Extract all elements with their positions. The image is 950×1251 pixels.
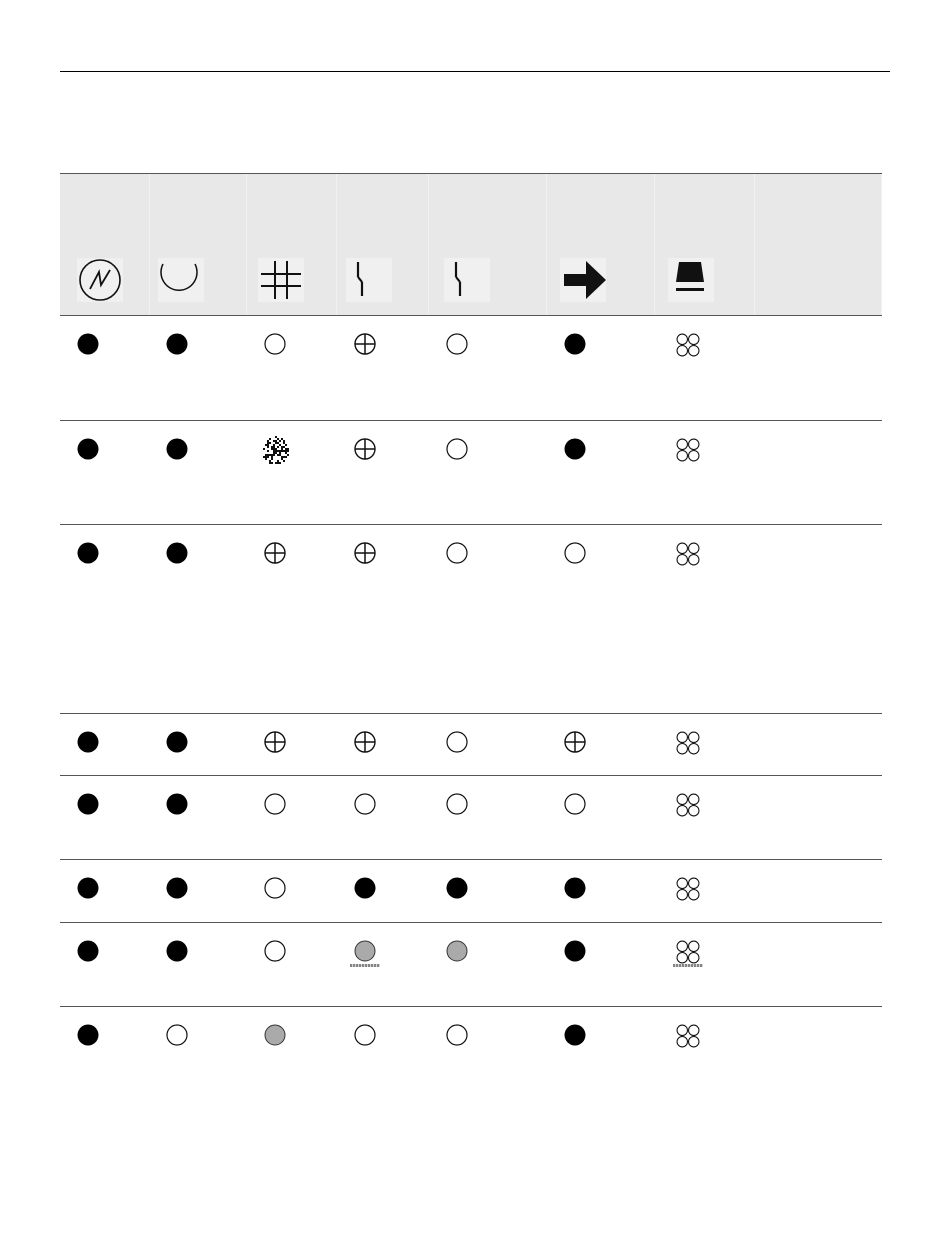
quad-circle-icon [676, 793, 700, 817]
table-row [60, 524, 882, 525]
filled-circle-icon [166, 731, 188, 753]
broken-line-icon [444, 258, 490, 302]
gray-circle-icon [264, 1024, 286, 1046]
table-row [60, 420, 882, 421]
open-circle-icon [446, 438, 468, 460]
filled-circle-icon [166, 333, 188, 355]
filled-circle-icon [77, 940, 99, 962]
filled-circle-icon [166, 877, 188, 899]
open-circle-icon [264, 877, 286, 899]
quad-circle-icon [676, 1024, 700, 1048]
open-circle-icon [264, 333, 286, 355]
open-circle-icon [446, 793, 468, 815]
filled-circle-icon [166, 793, 188, 815]
filled-circle-icon [446, 877, 468, 899]
open-circle-icon [446, 542, 468, 564]
cross-circle-icon [354, 542, 376, 564]
quad-circle-icon [676, 877, 700, 901]
gray-circle-icon [354, 940, 376, 962]
quad-circle-icon [676, 542, 700, 566]
filled-circle-icon [564, 333, 586, 355]
print-artifact [673, 964, 703, 967]
cross-circle-icon [264, 542, 286, 564]
filled-circle-icon [564, 877, 586, 899]
open-circle-icon [564, 793, 586, 815]
filled-circle-icon [77, 793, 99, 815]
table-row [60, 922, 882, 923]
top-rule [60, 71, 890, 72]
cross-circle-icon [354, 333, 376, 355]
quad-circle-icon [676, 731, 700, 755]
cross-circle-icon [354, 731, 376, 753]
open-circle-icon [166, 1024, 188, 1046]
filled-circle-icon [77, 438, 99, 460]
right-arrow-icon [560, 258, 606, 302]
filled-circle-icon [77, 731, 99, 753]
table-row [60, 315, 882, 316]
open-circle-icon [354, 793, 376, 815]
table-header [60, 173, 882, 316]
filled-circle-icon [564, 940, 586, 962]
filled-circle-icon [77, 333, 99, 355]
zigzag-circle-icon [77, 258, 123, 302]
quad-circle-icon [676, 940, 700, 964]
hash-grid-icon [258, 258, 304, 302]
open-circle-icon [446, 1024, 468, 1046]
header-cell [755, 174, 882, 316]
table-row [60, 1006, 882, 1007]
filled-circle-icon [77, 877, 99, 899]
filled-circle-icon [77, 1024, 99, 1046]
symbol-matrix-table [60, 173, 882, 316]
open-circle-icon [264, 793, 286, 815]
quad-circle-icon [676, 333, 700, 357]
cross-circle-icon [264, 731, 286, 753]
cross-circle-icon [354, 438, 376, 460]
open-circle-icon [264, 940, 286, 962]
open-circle-icon [564, 542, 586, 564]
quad-circle-icon [676, 438, 700, 462]
filled-circle-icon [166, 542, 188, 564]
trapezoid-bar-icon [668, 258, 714, 302]
open-circle-icon [446, 731, 468, 753]
table-row [60, 775, 882, 776]
cross-circle-icon [564, 731, 586, 753]
filled-circle-icon [564, 1024, 586, 1046]
filled-circle-icon [166, 438, 188, 460]
filled-circle-icon [354, 877, 376, 899]
filled-circle-icon [77, 542, 99, 564]
open-circle-icon [354, 1024, 376, 1046]
filled-circle-icon [166, 940, 188, 962]
filled-circle-icon [564, 438, 586, 460]
noise-circle-icon [261, 436, 289, 464]
gray-circle-icon [446, 940, 468, 962]
print-artifact [350, 964, 380, 967]
broken-line-icon [346, 258, 392, 302]
open-circle-icon [446, 333, 468, 355]
table-row [60, 713, 882, 714]
table-row [60, 859, 882, 860]
open-arc-icon [158, 258, 204, 302]
